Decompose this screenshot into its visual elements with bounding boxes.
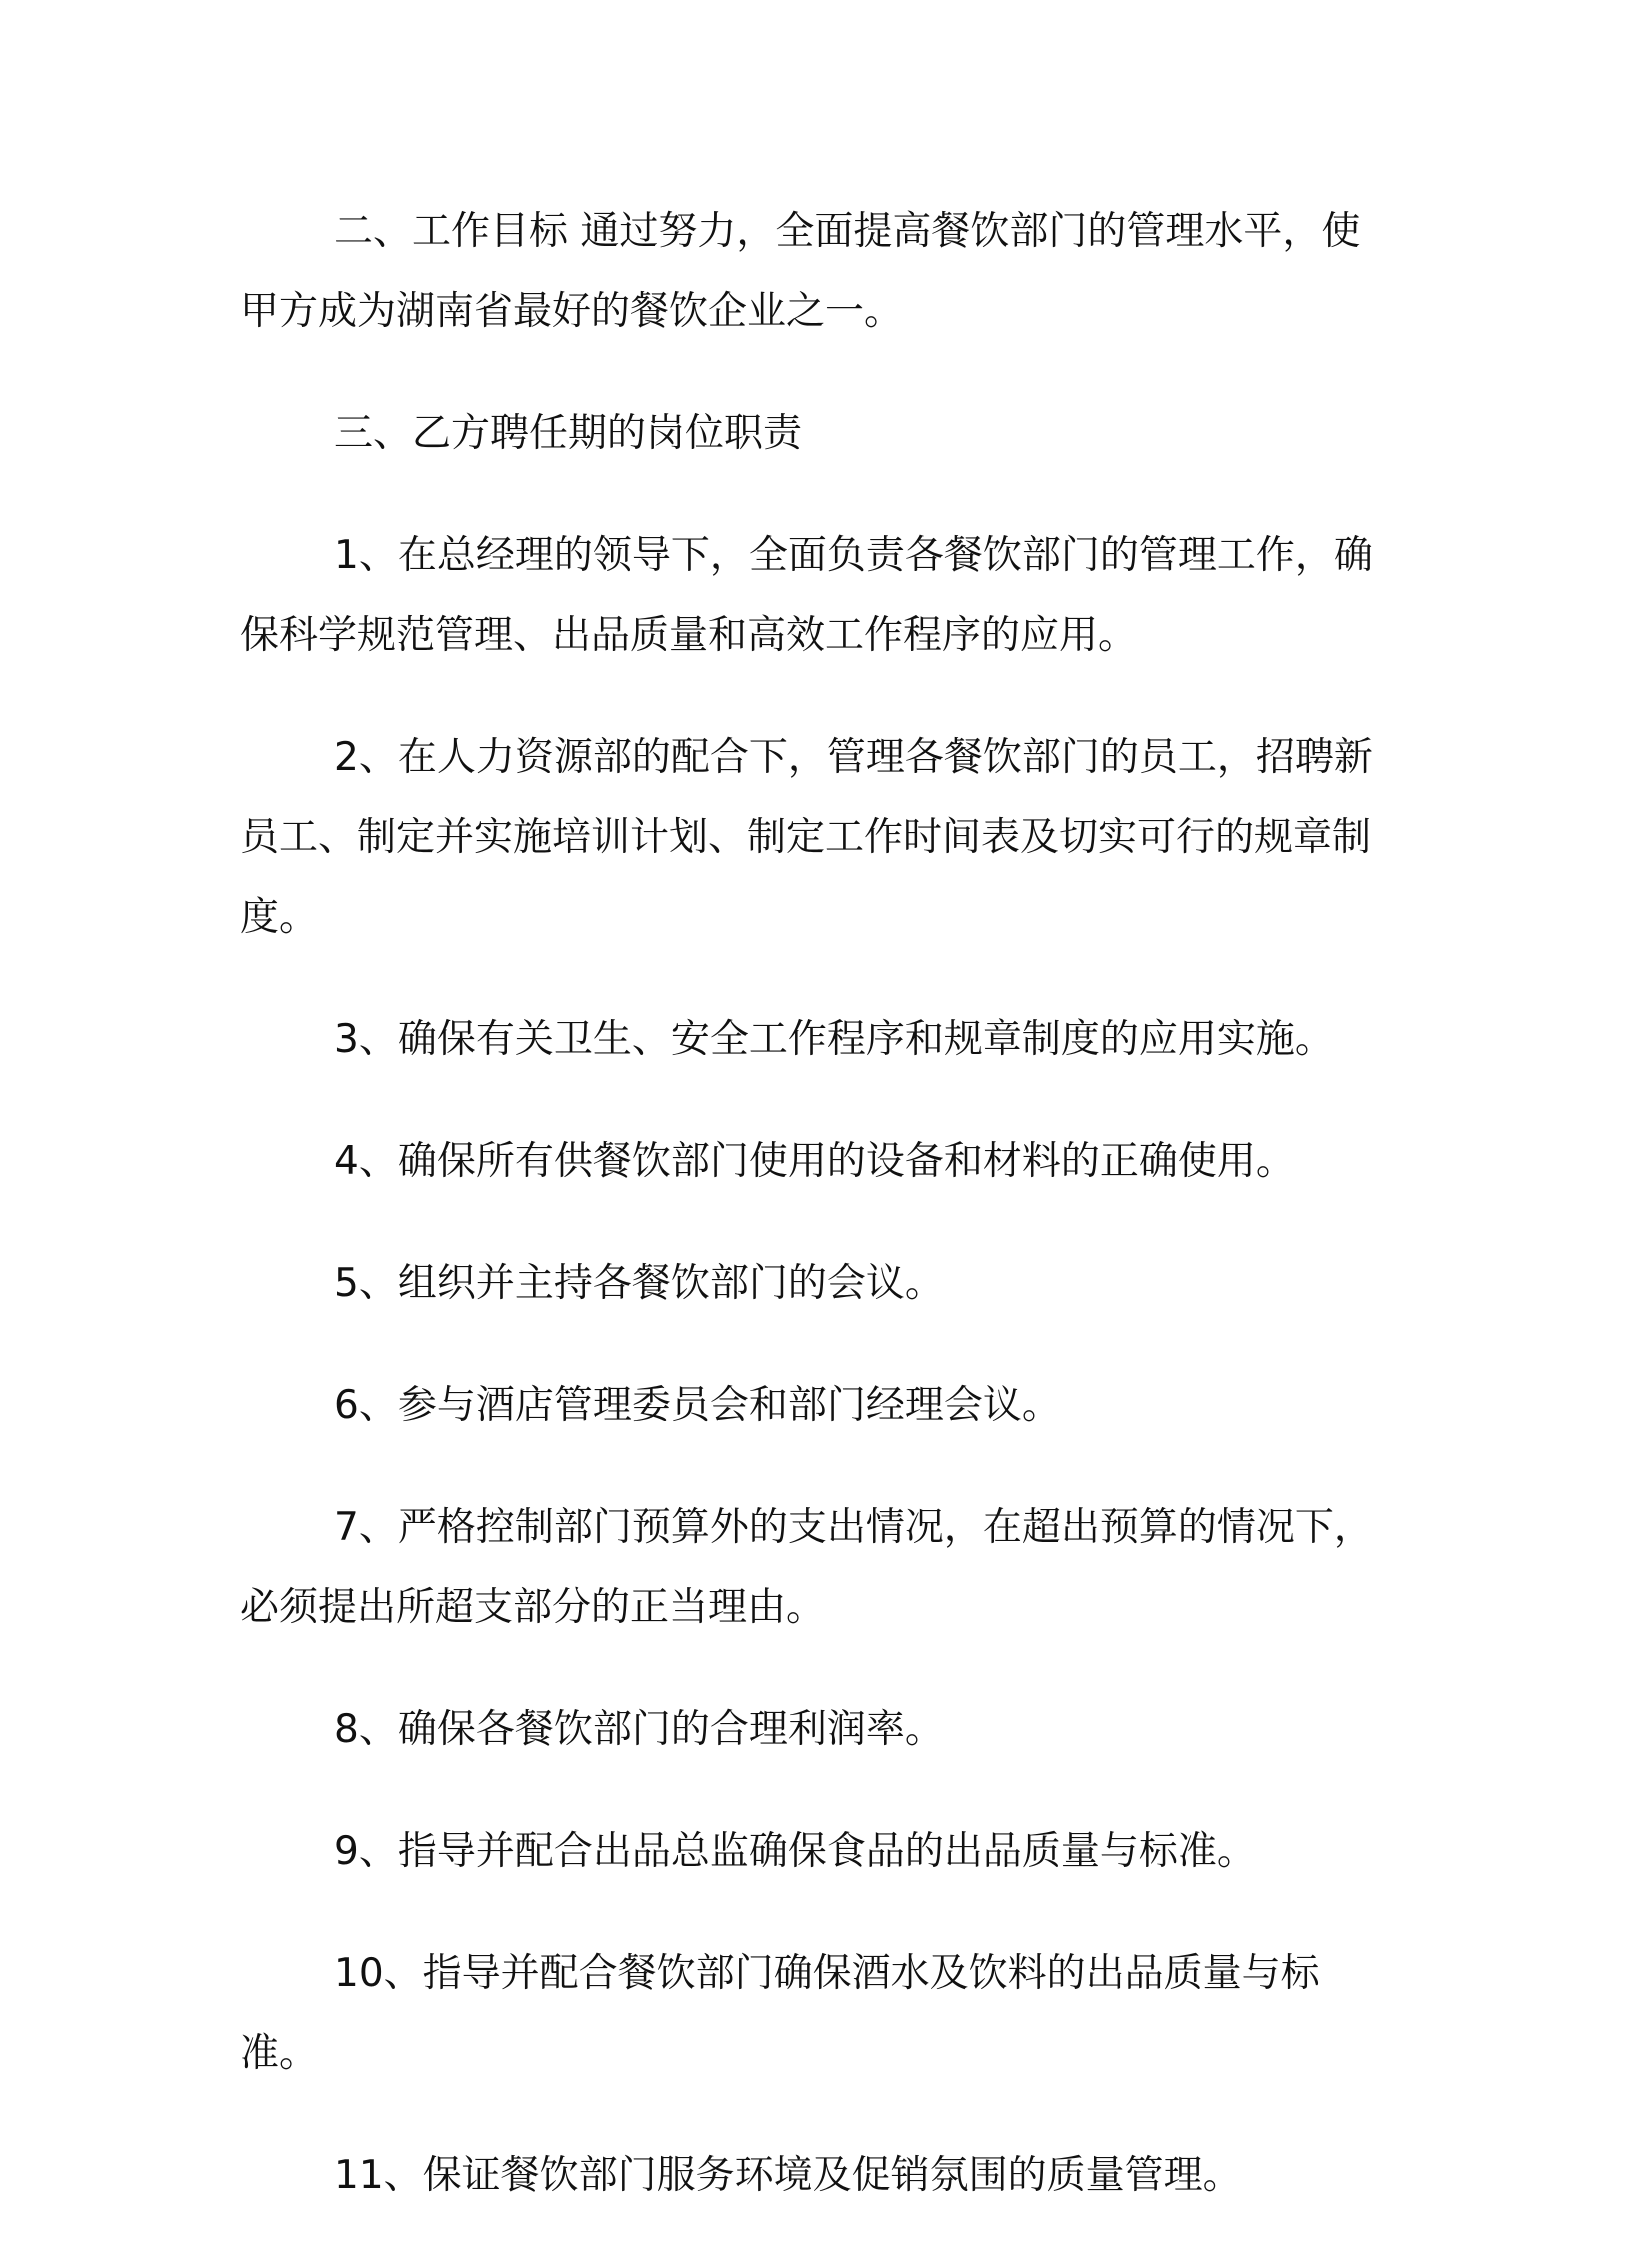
paragraph-duty-11: 11、保证餐饮部门服务环境及促销氛围的质量管理。 xyxy=(334,2153,1242,2198)
paragraph-duty-2: 2、在人力资源部的配合下，管理各餐饮部门的员工，招聘新员工、制定并实施培训计划、制定工作时间表及切实可行的规章制度。 xyxy=(240,735,1373,940)
paragraph-duty-6: 6、参与酒店管理委员会和部门经理会议。 xyxy=(334,1383,1061,1428)
paragraph-duty-1: 1、在总经理的领导下，全面负责各餐饮部门的管理工作，确保科学规范管理、出品质量和高效工作程序的应用。 xyxy=(240,533,1373,658)
document-body xyxy=(240,192,1375,2258)
paragraph-duty-8: 8、确保各餐饮部门的合理利润率。 xyxy=(334,1707,944,1752)
paragraph-duty-7: 7、严格控制部门预算外的支出情况，在超出预算的情况下，必须提出所超支部分的正当理由。 xyxy=(240,1505,1373,1630)
paragraph-duty-4: 4、确保所有供餐饮部门使用的设备和材料的正确使用。 xyxy=(334,1139,1295,1184)
paragraph-duty-3: 3、确保有关卫生、安全工作程序和规章制度的应用实施。 xyxy=(334,1017,1334,1062)
paragraph-section-heading-duties: 三、乙方聘任期的岗位职责 xyxy=(334,411,803,456)
paragraph-work-goal: 二、工作目标 通过努力，全面提高餐饮部门的管理水平，使甲方成为湖南省最好的餐饮企业之一。 xyxy=(240,209,1361,334)
paragraph-duty-10: 10、指导并配合餐饮部门确保酒水及饮料的出品质量与标准。 xyxy=(240,1951,1320,2076)
paragraph-duty-9: 9、指导并配合出品总监确保食品的出品质量与标准。 xyxy=(334,1829,1256,1874)
paragraph-duty-5: 5、组织并主持各餐饮部门的会议。 xyxy=(334,1261,944,1306)
